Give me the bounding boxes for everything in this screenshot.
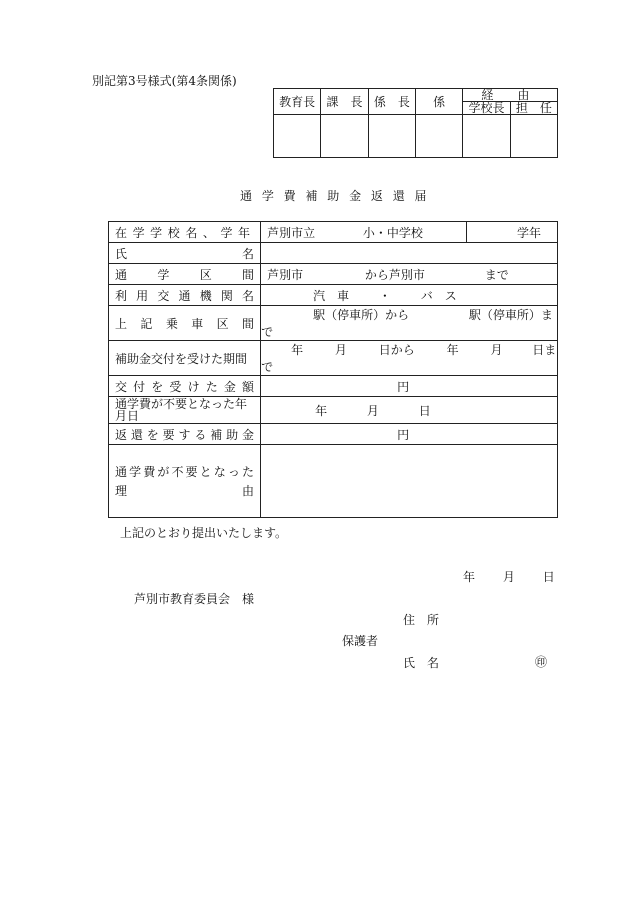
period-m1: 月 bbox=[334, 343, 347, 357]
approval-stamp-table bbox=[273, 88, 558, 158]
period-m2: 月 bbox=[490, 343, 503, 357]
label-period: 補助金交付を受けた期間 bbox=[109, 341, 261, 376]
field-reason[interactable] bbox=[261, 445, 558, 518]
section-to: から芦別市 bbox=[364, 267, 425, 282]
school-type: 小・中学校 bbox=[362, 225, 423, 240]
date-month: 月 bbox=[502, 570, 515, 584]
approval-via-principal: 学校長 bbox=[468, 101, 505, 115]
field-grade[interactable] bbox=[467, 222, 558, 243]
approval-col-staff: 係 bbox=[415, 89, 462, 115]
approval-col-superintendent: 教育長 bbox=[274, 89, 321, 115]
transport-train: 汽 車 bbox=[313, 288, 350, 303]
guardian-label: 保護者 bbox=[342, 634, 379, 648]
ride-from: 駅（停車所）から bbox=[313, 308, 410, 322]
ride-to: 駅（停車所）まで bbox=[261, 308, 553, 339]
stamp-box bbox=[274, 115, 321, 158]
label-transport: 利 用 交 通 機 関 名 bbox=[109, 285, 261, 306]
field-transport[interactable] bbox=[261, 285, 558, 306]
approval-col-subsection-chief: 係 長 bbox=[368, 89, 415, 115]
transport-bus: バ ス bbox=[420, 288, 457, 303]
refund-unit: 円 bbox=[397, 427, 410, 442]
date-day: 日 bbox=[542, 570, 555, 584]
field-unneeded-date[interactable] bbox=[261, 397, 558, 424]
approval-via-homeroom: 担 任 bbox=[510, 102, 557, 114]
label-section: 通 学 区 間 bbox=[109, 264, 261, 285]
field-school[interactable] bbox=[261, 222, 467, 243]
seal-icon: ㊞ bbox=[535, 655, 548, 669]
label-ride: 上 記 乗 車 区 間 bbox=[109, 306, 261, 341]
refund-form-table bbox=[108, 221, 558, 518]
approval-via-label: 経 由 bbox=[481, 88, 530, 102]
approval-col-section-chief: 課 長 bbox=[321, 89, 368, 115]
unneeded-y: 年 bbox=[315, 403, 328, 418]
field-section[interactable] bbox=[261, 264, 558, 285]
field-ride[interactable] bbox=[261, 306, 558, 341]
submission-date bbox=[463, 571, 555, 583]
approval-via bbox=[463, 89, 558, 115]
section-end: まで bbox=[484, 267, 509, 282]
field-period[interactable] bbox=[261, 341, 558, 376]
label-unneeded-date: 通学費が不要となった年 月日 bbox=[109, 397, 261, 424]
address-label: 住 所 bbox=[403, 613, 440, 627]
name-label: 氏 名 bbox=[403, 656, 440, 670]
stamp-box bbox=[368, 115, 415, 158]
label-school: 在 学 学 校 名 、 学 年 bbox=[109, 222, 261, 243]
period-y2: 年 bbox=[446, 343, 459, 357]
unneeded-m: 月 bbox=[366, 403, 379, 418]
period-d1: 日から bbox=[378, 343, 415, 357]
section-from: 芦別市 bbox=[267, 267, 304, 282]
field-name[interactable] bbox=[261, 243, 558, 264]
amount-unit: 円 bbox=[397, 379, 410, 394]
form-title: 通 学 費 補 助 金 返 還 届 bbox=[240, 189, 430, 203]
transport-sep: ・ bbox=[378, 288, 391, 303]
unneeded-d: 日 bbox=[418, 403, 431, 418]
period-d2: 日まで bbox=[261, 343, 557, 374]
grade-label: 学年 bbox=[516, 225, 541, 240]
school-city: 芦別市立 bbox=[267, 225, 316, 240]
stamp-box bbox=[321, 115, 368, 158]
statement: 上記のとおり提出いたします。 bbox=[120, 526, 288, 540]
label-name: 氏 名 bbox=[109, 243, 261, 264]
stamp-box bbox=[463, 115, 510, 158]
stamp-box bbox=[415, 115, 462, 158]
date-year: 年 bbox=[463, 570, 476, 584]
label-amount: 交 付 を 受 け た 金 額 bbox=[109, 376, 261, 397]
stamp-box bbox=[510, 115, 557, 158]
label-reason: 通 学 費 が 不 要 と な っ た 理 由 bbox=[109, 445, 261, 518]
period-y1: 年 bbox=[291, 343, 304, 357]
field-refund[interactable] bbox=[261, 424, 558, 445]
addressee: 芦別市教育委員会 様 bbox=[134, 592, 255, 606]
label-refund: 返 還 を 要 す る 補 助 金 bbox=[109, 424, 261, 445]
form-number-note: 別記第3号様式(第4条関係) bbox=[92, 74, 237, 88]
field-amount[interactable] bbox=[261, 376, 558, 397]
